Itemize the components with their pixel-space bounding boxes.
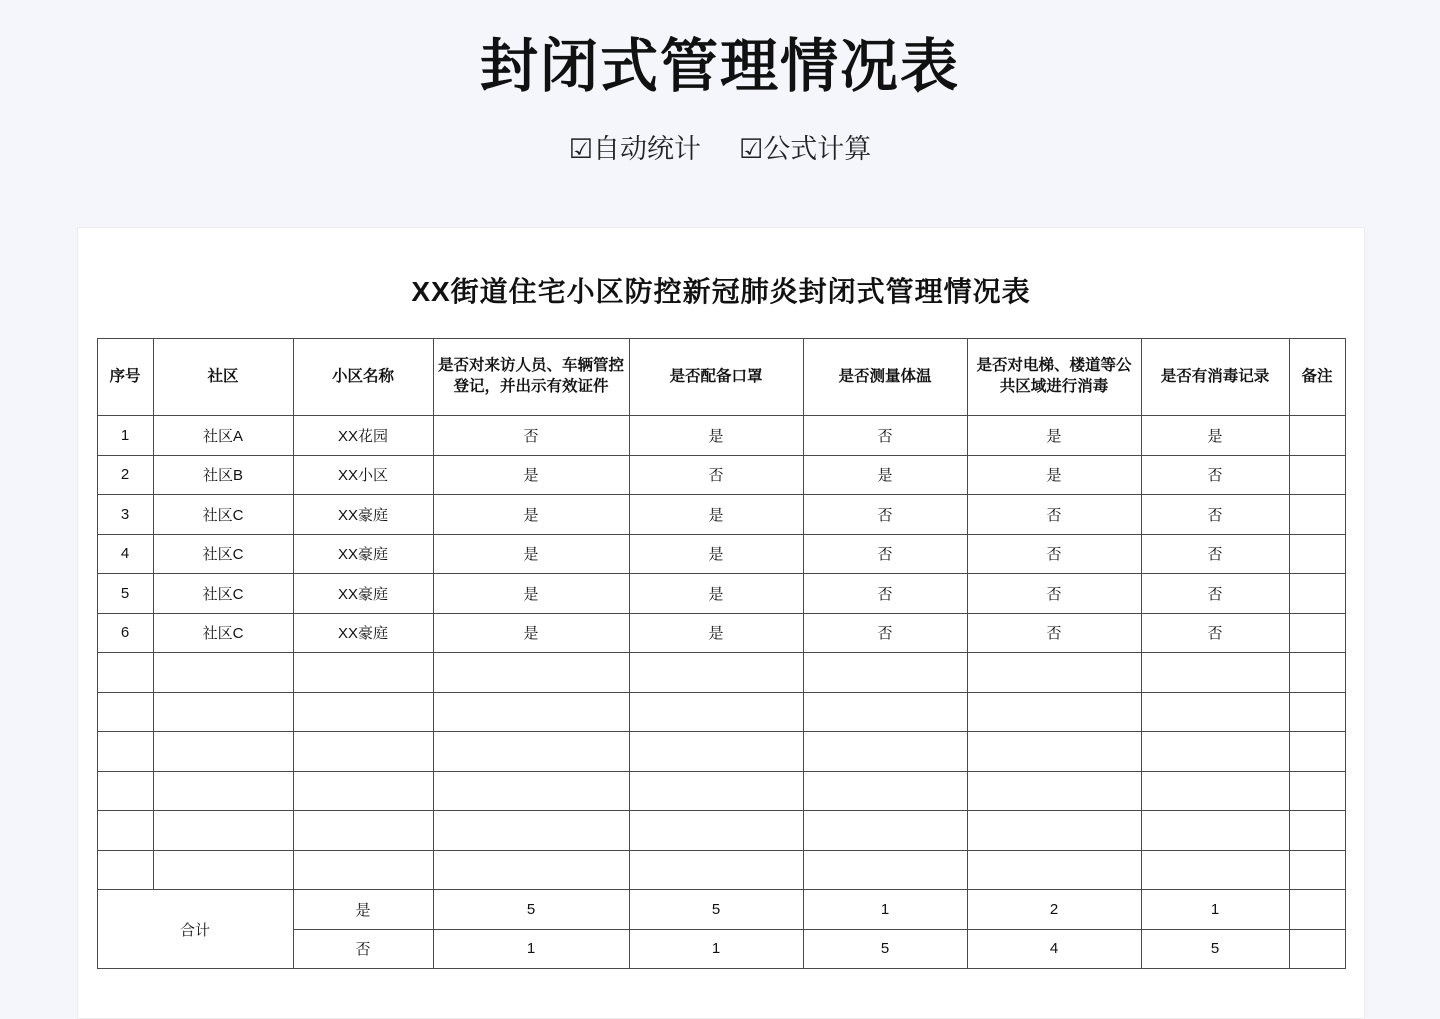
cell-visitor-registration[interactable]: 是	[433, 534, 629, 574]
table-row-empty[interactable]	[97, 850, 1345, 890]
cell-remark[interactable]	[1289, 732, 1345, 772]
cell-disinfection-record[interactable]	[1141, 811, 1289, 851]
cell-remark[interactable]	[1289, 416, 1345, 456]
cell-remark[interactable]	[1289, 811, 1345, 851]
management-table	[97, 338, 1346, 969]
summary-yes-temperature[interactable]: 1	[803, 890, 967, 930]
table-row-empty[interactable]	[97, 811, 1345, 851]
cell-seq[interactable]	[97, 732, 153, 772]
cell-disinfection[interactable]: 是	[967, 455, 1141, 495]
cell-estate-name[interactable]	[293, 653, 433, 693]
summary-no-masks[interactable]: 1	[629, 929, 803, 969]
cell-temperature[interactable]: 否	[803, 613, 967, 653]
cell-visitor-registration[interactable]	[433, 811, 629, 851]
cell-disinfection[interactable]	[967, 692, 1141, 732]
cell-disinfection[interactable]: 否	[967, 495, 1141, 535]
cell-temperature[interactable]	[803, 771, 967, 811]
cell-community[interactable]: 社区C	[153, 574, 293, 614]
cell-visitor-registration[interactable]: 否	[433, 416, 629, 456]
feature-auto-stats	[569, 127, 701, 166]
cell-seq[interactable]	[97, 771, 153, 811]
table-row-empty[interactable]	[97, 692, 1345, 732]
table-row[interactable]	[97, 416, 1345, 456]
table-row-empty[interactable]	[97, 653, 1345, 693]
cell-temperature[interactable]	[803, 811, 967, 851]
table-row[interactable]	[97, 455, 1345, 495]
cell-disinfection[interactable]	[967, 771, 1141, 811]
cell-community[interactable]: 社区B	[153, 455, 293, 495]
cell-disinfection[interactable]	[967, 732, 1141, 772]
cell-masks[interactable]	[629, 692, 803, 732]
cell-estate-name[interactable]	[293, 771, 433, 811]
cell-visitor-registration[interactable]	[433, 850, 629, 890]
cell-remark[interactable]	[1289, 455, 1345, 495]
cell-community[interactable]: 社区A	[153, 416, 293, 456]
feature-label: 公式计算	[763, 133, 872, 164]
cell-remark[interactable]	[1289, 613, 1345, 653]
table-row-empty[interactable]	[97, 771, 1345, 811]
cell-seq[interactable]: 5	[97, 574, 153, 614]
cell-remark[interactable]	[1289, 692, 1345, 732]
cell-disinfection-record[interactable]: 否	[1141, 455, 1289, 495]
cell-temperature[interactable]: 否	[803, 416, 967, 456]
checkbox-checked-icon: ☑	[739, 133, 764, 164]
table-row-empty[interactable]	[97, 732, 1345, 772]
cell-masks[interactable]: 是	[629, 534, 803, 574]
summary-yes-label: 是	[293, 890, 433, 930]
feature-label: 自动统计	[593, 133, 701, 164]
cell-disinfection-record[interactable]	[1141, 692, 1289, 732]
cell-disinfection-record[interactable]: 否	[1141, 534, 1289, 574]
cell-visitor-registration[interactable]: 是	[433, 613, 629, 653]
cell-disinfection-record[interactable]: 否	[1141, 613, 1289, 653]
cell-estate-name[interactable]: XX小区	[293, 455, 433, 495]
summary-no-label: 否	[293, 929, 433, 969]
checkbox-checked-icon: ☑	[568, 133, 593, 164]
cell-visitor-registration[interactable]: 是	[433, 574, 629, 614]
cell-disinfection[interactable]	[967, 811, 1141, 851]
column-header-remark: 备注	[1289, 339, 1345, 416]
cell-masks[interactable]: 是	[629, 613, 803, 653]
column-header-disinfection: 是否对电梯、楼道等公共区域进行消毒	[967, 339, 1141, 416]
cell-community[interactable]	[153, 811, 293, 851]
cell-community[interactable]: 社区C	[153, 534, 293, 574]
summary-no-disinfection[interactable]: 4	[967, 929, 1141, 969]
cell-temperature[interactable]	[803, 732, 967, 772]
cell-remark[interactable]	[1289, 653, 1345, 693]
cell-visitor-registration[interactable]	[433, 653, 629, 693]
cell-masks[interactable]	[629, 653, 803, 693]
cell-masks[interactable]: 否	[629, 455, 803, 495]
cell-seq[interactable]	[97, 811, 153, 851]
sheet-title: XX街道住宅小区防控新冠肺炎封闭式管理情况表	[411, 276, 1031, 307]
table-body	[97, 416, 1345, 969]
cell-temperature[interactable]: 否	[803, 574, 967, 614]
cell-visitor-registration[interactable]	[433, 732, 629, 772]
summary-yes-disinfection-record[interactable]: 1	[1141, 890, 1289, 930]
cell-disinfection-record[interactable]	[1141, 850, 1289, 890]
cell-temperature[interactable]: 是	[803, 455, 967, 495]
cell-disinfection[interactable]: 否	[967, 534, 1141, 574]
summary-yes-visitor-registration[interactable]: 5	[433, 890, 629, 930]
cell-temperature[interactable]	[803, 692, 967, 732]
cell-seq[interactable]: 4	[97, 534, 153, 574]
cell-masks[interactable]: 是	[629, 574, 803, 614]
cell-temperature[interactable]: 否	[803, 534, 967, 574]
cell-disinfection-record[interactable]	[1141, 771, 1289, 811]
cell-community[interactable]	[153, 771, 293, 811]
cell-remark[interactable]	[1289, 534, 1345, 574]
cell-community[interactable]	[153, 653, 293, 693]
cell-masks[interactable]: 是	[629, 495, 803, 535]
cell-masks[interactable]	[629, 850, 803, 890]
summary-no-temperature[interactable]: 5	[803, 929, 967, 969]
cell-estate-name[interactable]: XX花园	[293, 416, 433, 456]
cell-community[interactable]: 社区C	[153, 495, 293, 535]
summary-yes-disinfection[interactable]: 2	[967, 890, 1141, 930]
cell-seq[interactable]	[97, 850, 153, 890]
cell-estate-name[interactable]: XX豪庭	[293, 534, 433, 574]
cell-remark[interactable]	[1289, 771, 1345, 811]
table-row[interactable]	[97, 613, 1345, 653]
cell-disinfection-record[interactable]: 否	[1141, 574, 1289, 614]
summary-no-remark[interactable]	[1289, 929, 1345, 969]
cell-masks[interactable]	[629, 811, 803, 851]
table-row[interactable]	[97, 574, 1345, 614]
cell-temperature[interactable]	[803, 653, 967, 693]
cell-seq[interactable]: 2	[97, 455, 153, 495]
page-header	[0, 0, 1440, 166]
cell-community[interactable]: 社区C	[153, 613, 293, 653]
cell-visitor-registration[interactable]: 是	[433, 495, 629, 535]
cell-estate-name[interactable]	[293, 692, 433, 732]
cell-estate-name[interactable]: XX豪庭	[293, 613, 433, 653]
table-header-row	[97, 339, 1345, 416]
cell-temperature[interactable]: 否	[803, 495, 967, 535]
spreadsheet-sheet	[78, 228, 1364, 1018]
column-header-masks: 是否配备口罩	[629, 339, 803, 416]
cell-estate-name[interactable]: XX豪庭	[293, 495, 433, 535]
column-header-estate-name: 小区名称	[293, 339, 433, 416]
table-row[interactable]	[97, 495, 1345, 535]
cell-seq[interactable]: 3	[97, 495, 153, 535]
cell-masks[interactable]	[629, 771, 803, 811]
cell-seq[interactable]	[97, 692, 153, 732]
summary-no-disinfection-record[interactable]: 5	[1141, 929, 1289, 969]
cell-seq[interactable]: 6	[97, 613, 153, 653]
cell-remark[interactable]	[1289, 574, 1345, 614]
summary-yes-remark[interactable]	[1289, 890, 1345, 930]
cell-masks[interactable]: 是	[629, 416, 803, 456]
cell-disinfection[interactable]	[967, 653, 1141, 693]
page-title: 封闭式管理情况表	[479, 34, 960, 99]
cell-seq[interactable]	[97, 653, 153, 693]
cell-remark[interactable]	[1289, 495, 1345, 535]
cell-disinfection[interactable]	[967, 850, 1141, 890]
cell-visitor-registration[interactable]	[433, 692, 629, 732]
column-header-visitor-registration: 是否对来访人员、车辆管控登记，并出示有效证件	[433, 339, 629, 416]
cell-disinfection[interactable]: 否	[967, 574, 1141, 614]
cell-disinfection-record[interactable]	[1141, 732, 1289, 772]
cell-seq[interactable]: 1	[97, 416, 153, 456]
cell-disinfection[interactable]: 是	[967, 416, 1141, 456]
cell-disinfection[interactable]: 否	[967, 613, 1141, 653]
summary-yes-masks[interactable]: 5	[629, 890, 803, 930]
column-header-community: 社区	[153, 339, 293, 416]
cell-estate-name[interactable]: XX豪庭	[293, 574, 433, 614]
cell-visitor-registration[interactable]	[433, 771, 629, 811]
cell-masks[interactable]	[629, 732, 803, 772]
summary-no-visitor-registration[interactable]: 1	[433, 929, 629, 969]
column-header-disinfection-record: 是否有消毒记录	[1141, 339, 1289, 416]
cell-community[interactable]	[153, 732, 293, 772]
cell-disinfection-record[interactable]: 否	[1141, 495, 1289, 535]
feature-formula-calc	[739, 127, 871, 166]
cell-community[interactable]	[153, 692, 293, 732]
cell-estate-name[interactable]	[293, 811, 433, 851]
summary-label: 合计	[97, 890, 293, 969]
summary-row-yes[interactable]	[97, 890, 1345, 930]
column-header-seq: 序号	[97, 339, 153, 416]
cell-remark[interactable]	[1289, 850, 1345, 890]
cell-temperature[interactable]	[803, 850, 967, 890]
cell-estate-name[interactable]	[293, 850, 433, 890]
cell-disinfection-record[interactable]: 是	[1141, 416, 1289, 456]
feature-list	[0, 127, 1440, 166]
table-row[interactable]	[97, 534, 1345, 574]
cell-visitor-registration[interactable]: 是	[433, 455, 629, 495]
cell-estate-name[interactable]	[293, 732, 433, 772]
cell-community[interactable]	[153, 850, 293, 890]
column-header-temperature: 是否测量体温	[803, 339, 967, 416]
cell-disinfection-record[interactable]	[1141, 653, 1289, 693]
